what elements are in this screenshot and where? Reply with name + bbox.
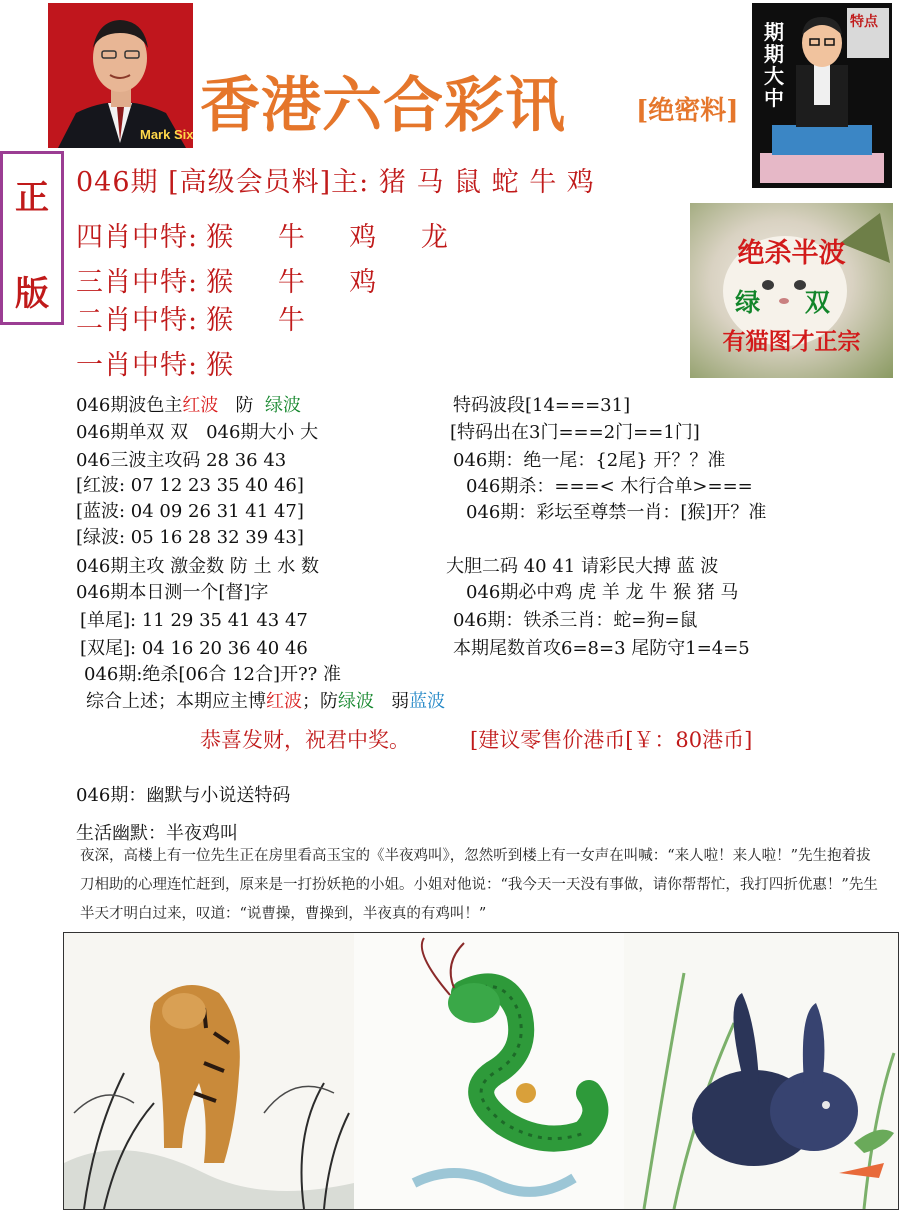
wave-prefix: 046期波色主 (76, 395, 183, 416)
two-zodiac-line (76, 298, 323, 337)
word-line: 046期本日测一个[督]字 (76, 582, 269, 603)
tiger-icon (64, 933, 354, 1209)
kill-element-line: 046期杀：===< 木行合单>=== (466, 476, 753, 497)
one-zodiac-line (76, 343, 251, 382)
price-text: [建议零售价港币[￥：80港币] (470, 728, 753, 752)
double-tail-line: [双尾]: 04 16 20 36 40 46 (80, 638, 308, 659)
wave-main-line (76, 391, 301, 417)
members-line: 046期 [高级会员料]主: 猪 马 鼠 蛇 牛 鸡 (76, 167, 595, 198)
rabbit-painting (624, 933, 899, 1209)
wave-main-red: 红波 (182, 395, 219, 416)
cat-box-line2: 绿 双 (735, 288, 848, 317)
bold-two-line: 大胆二码 40 41 请彩民大搏 蓝 波 (446, 556, 719, 577)
blue-wave-numbers: [蓝波: 04 09 26 31 41 47] (76, 501, 304, 522)
right-banner-text: 特点 (850, 14, 878, 30)
cat-image-box (690, 203, 893, 378)
kill-three-line: 046期：铁杀三肖：蛇=狗=鼠 (453, 610, 698, 631)
three-zodiac-label: 三肖中特: (76, 267, 199, 298)
summary-prefix: 综合上述；本期应主博 (86, 691, 266, 712)
green-wave-numbers: [绿波: 05 16 28 32 39 43] (76, 527, 304, 548)
congrats-text: 恭喜发财，祝君中奖。 (200, 728, 410, 752)
door-line: [特码出在3门===2门==1门] (450, 422, 700, 443)
summary-green: 绿波 (338, 691, 374, 712)
cartoon-photo-right (752, 3, 892, 188)
title-note: [绝密料] (636, 96, 739, 126)
two-zodiac-label: 二肖中特: (76, 305, 199, 336)
summary-blue: 蓝波 (409, 691, 446, 712)
tiger-painting (64, 933, 354, 1209)
one-zodiac-values: 猴 (206, 350, 252, 381)
kill-line: 046期:绝杀[06合 12合]开?? 准 (84, 664, 342, 685)
must-line: 046期必中鸡 虎 羊 龙 牛 猴 猪 马 (466, 582, 739, 603)
tail-line: 046期：绝一尾：{2尾} 开？？准 (453, 450, 726, 471)
ban-line: 046期：彩坛至尊禁一肖：[猴]开？准 (466, 502, 767, 523)
summary-guard: ；防 (302, 691, 338, 712)
tail-attack-line: 本期尾数首攻6=8=3 尾防守1=4=5 (453, 638, 750, 659)
odd-even-line: 046期单双 双 046期大小 大 (76, 422, 319, 443)
genuine-char-2: 版 (15, 274, 49, 314)
cat-box-line1: 绝杀半波 (737, 238, 846, 269)
summary-red: 红波 (266, 691, 302, 712)
four-zodiac-label: 四肖中特: (76, 222, 199, 253)
story-body: 夜深，高楼上有一位先生正在房里看高玉宝的《半夜鸡叫》，忽然听到楼上有一女声在叫喊：“来人啦！来人啦！”先生抱着拔刀相助的心理连忙赶到，原来是一打扮妖艳的小姐。小姐对他说：“我今天一天没有事做，请你帮帮忙，我打四折优惠！”先生半天才明白过来，叹道：“说曹操，曹操到，半夜真的有鸡叫！” (80, 848, 878, 922)
dragon-painting (354, 933, 624, 1209)
attack-line: 046期主攻 激金数 防 土 水 数 (76, 556, 319, 577)
four-zodiac-line (76, 215, 466, 254)
mark-six-logo: Mark Six (140, 127, 193, 142)
two-zodiac-values: 猴 牛 (206, 305, 323, 336)
three-zodiac-values: 猴 牛 鸡 (206, 267, 395, 298)
one-zodiac-label: 一肖中特: (76, 350, 199, 381)
story-title: 046期：幽默与小说送特码 (76, 785, 291, 806)
page-title: 香港六合彩讯 (200, 71, 566, 141)
summary-line (86, 687, 445, 713)
single-tail-line: [单尾]: 11 29 35 41 43 47 (80, 610, 308, 631)
genuine-edition-box (0, 151, 64, 325)
story-subtitle: 生活幽默：半夜鸡叫 (76, 823, 238, 844)
three-zodiac-line (76, 260, 394, 299)
four-zodiac-values: 猴 牛 鸡 龙 (206, 222, 466, 253)
portrait-photo-left (48, 3, 193, 148)
dragon-icon (354, 933, 624, 1209)
right-vertical-text: 期期大中 (764, 20, 784, 110)
wave-green: 绿波 (264, 395, 301, 416)
wave-guard: 防 (235, 395, 254, 416)
genuine-char-1: 正 (15, 178, 49, 218)
summary-weak: 弱 (391, 691, 410, 712)
rabbit-icon (624, 933, 899, 1209)
zodiac-paintings-strip (63, 932, 899, 1210)
cat-box-line3: 有猫图才正宗 (722, 328, 861, 355)
segment-line: 特码波段[14===31] (453, 395, 631, 416)
red-wave-numbers: [红波: 07 12 23 35 40 46] (76, 475, 304, 496)
three-wave-line: 046三波主攻码 28 36 43 (76, 450, 287, 471)
